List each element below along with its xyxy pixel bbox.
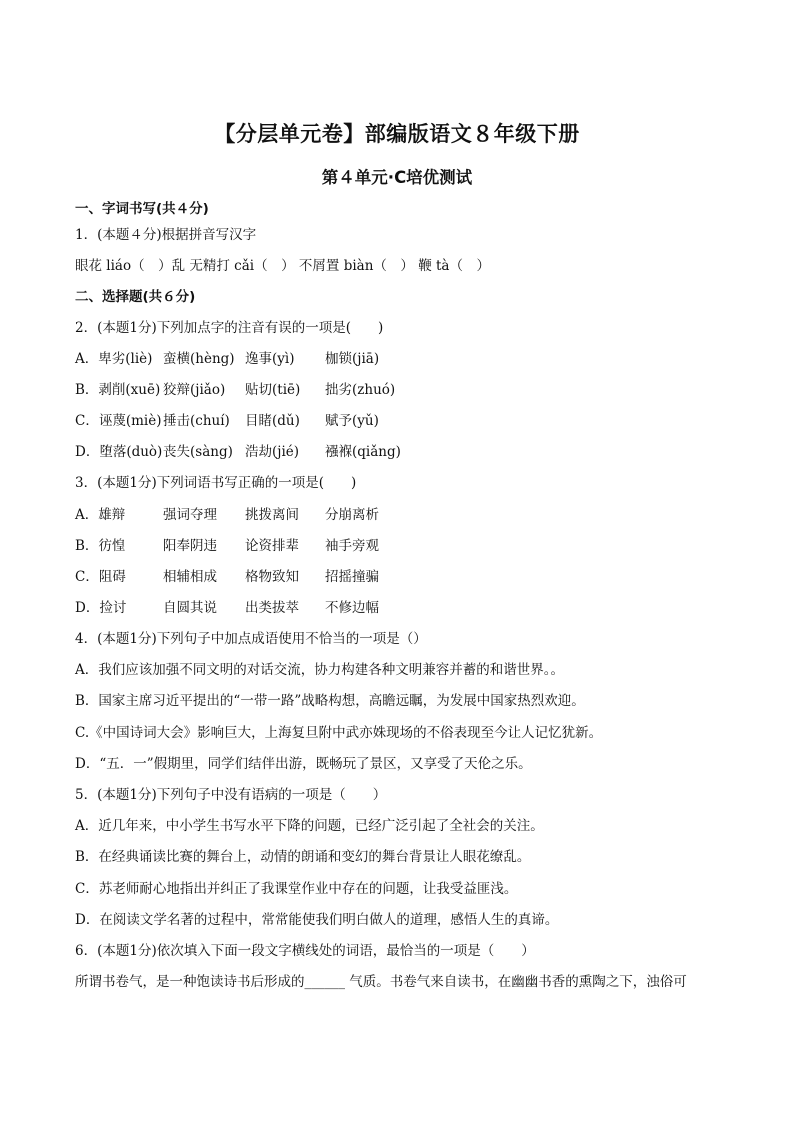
- question-6-passage: 所谓书卷气，是一种饱读诗书后形成的______ 气质。书卷气来自读书，在幽幽书香的熏陶之下，浊俗可: [75, 974, 687, 990]
- option-term: 自圆其说: [163, 600, 217, 616]
- question-2-option-a: [75, 349, 755, 369]
- question-3-option-a: [75, 505, 755, 525]
- question-4-option-c: C.《中国诗词大会》影响巨大，上海复旦附中武亦姝现场的不俗表现至今让人记忆犹新。: [75, 725, 603, 741]
- page-title: 【分层单元卷】部编版语文８年级下册: [214, 122, 580, 146]
- option-term: 逸事(yì): [245, 351, 295, 367]
- question-3-option-b: [75, 536, 755, 556]
- option-term: 出类拔萃: [245, 600, 299, 616]
- option-term: 挑拨离间: [245, 507, 299, 523]
- option-term: A．卑劣(liè): [75, 351, 153, 367]
- option-term: 拙劣(zhuó): [325, 382, 396, 398]
- question-5-stem: 5．(本题1分)下列句子中没有语病的一项是（ ）: [75, 787, 387, 803]
- question-3-option-c: [75, 567, 755, 587]
- option-term: B．彷惶: [75, 538, 126, 554]
- option-term: C．阻碍: [75, 569, 126, 585]
- question-2-option-d: [75, 442, 755, 462]
- question-2-stem: 2．(本题1分)下列加点字的注音有误的一项是( ): [75, 320, 384, 336]
- option-term: 论资排辈: [245, 538, 299, 554]
- option-term: 阳奉阴违: [163, 538, 217, 554]
- question-3-option-d: [75, 598, 755, 618]
- question-4-option-a: A．我们应该加强不同文明的对话交流，协力构建各种文明兼容并蓄的和谐世界。。: [75, 662, 564, 678]
- option-term: 目睹(dǔ): [245, 413, 300, 429]
- section-heading-1: 一、字词书写(共４分): [75, 201, 209, 217]
- question-2-option-c: [75, 411, 755, 431]
- option-term: D．堕落(duò): [75, 444, 163, 460]
- option-term: 枷锁(jiā): [325, 351, 380, 367]
- question-2-option-b: [75, 380, 755, 400]
- question-5-option-b: B．在经典诵读比赛的舞台上，动情的朗诵和变幻的舞台背景让人眼花缭乱。: [75, 849, 531, 865]
- question-1-stem: 1．(本题４分)根据拼音写汉字: [75, 227, 257, 243]
- option-term: 蛮横(hèng): [163, 351, 235, 367]
- option-term: 狡辩(jiǎo): [163, 382, 226, 398]
- option-term: 袖手旁观: [325, 538, 379, 554]
- question-3-stem: 3．(本题1分)下列词语书写正确的一项是( ): [75, 475, 357, 491]
- question-4-option-d: D．“五．一”假期里，同学们结伴出游，既畅玩了景区，又享受了天伦之乐。: [75, 756, 532, 772]
- option-term: 招摇撞骗: [325, 569, 379, 585]
- option-term: 赋予(yǔ): [325, 413, 379, 429]
- option-term: C．诬蔑(miè): [75, 413, 162, 429]
- page-subtitle: 第４单元·C培优测试: [321, 168, 473, 187]
- option-term: D．捡讨: [75, 600, 127, 616]
- question-1-pinyin-line: 眼花 liáo（ ）乱 无精打 cǎi（ ） 不屑置 biàn（ ） 鞭 tà（ ）: [75, 258, 490, 274]
- option-term: 贴切(tiē): [245, 382, 301, 398]
- option-term: 捶击(chuí): [163, 413, 230, 429]
- option-term: 相辅相成: [163, 569, 217, 585]
- question-6-stem: 6．(本题1分)依次填入下面一段文字横线处的词语，最恰当的一项是（ ）: [75, 943, 535, 959]
- option-term: 襁褓(qiǎng): [325, 444, 401, 460]
- option-term: A．雄辩: [75, 507, 126, 523]
- option-term: 强词夺理: [163, 507, 217, 523]
- option-term: 格物致知: [245, 569, 299, 585]
- option-term: 分崩离析: [325, 507, 379, 523]
- option-term: 浩劫(jié): [245, 444, 300, 460]
- option-term: 丧失(sàng): [163, 444, 233, 460]
- question-4-option-b: B．国家主席习近平提出的“一带一路”战略构想，高瞻远瞩，为发展中国家热烈欢迎。: [75, 693, 585, 709]
- question-4-stem: 4．(本题1分)下列句子中加点成语使用不恰当的一项是（）: [75, 631, 427, 647]
- section-heading-2: 二、选择题(共６分): [75, 289, 196, 305]
- option-term: 不修边幅: [325, 600, 379, 616]
- question-5-option-a: A．近几年来，中小学生书写水平下降的问题，已经广泛引起了全社会的关注。: [75, 818, 544, 834]
- question-5-option-d: D．在阅读文学名著的过程中，常常能使我们明白做人的道理，感悟人生的真谛。: [75, 912, 559, 928]
- option-term: B．剥削(xuē): [75, 382, 161, 398]
- question-5-option-c: C．苏老师耐心地指出并纠正了我课堂作业中存在的问题，让我受益匪浅。: [75, 881, 518, 897]
